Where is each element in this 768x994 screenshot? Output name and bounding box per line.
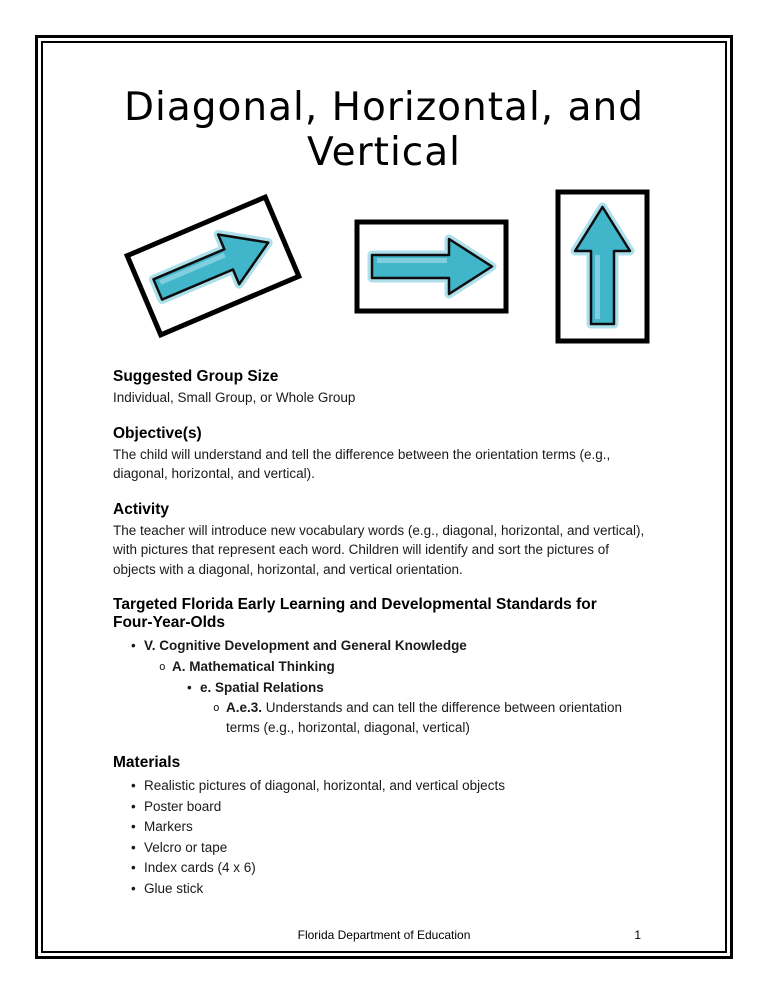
section-activity — [113, 501, 655, 580]
page-title: Diagonal, Horizontal, and Vertical — [124, 85, 644, 175]
section-standards — [113, 596, 655, 737]
diagonal-arrow-icon — [118, 184, 308, 349]
materials-item: • Markers — [113, 817, 655, 837]
materials-item: • Realistic pictures of diagonal, horizontal, and vertical objects — [113, 776, 655, 796]
section-group-size — [113, 368, 655, 408]
bullet-circle-icon: o — [159, 659, 166, 673]
section-materials — [113, 754, 655, 898]
arrow-images-row — [113, 181, 655, 351]
page-border — [35, 35, 733, 959]
standards-code: A.e.3. — [226, 700, 263, 716]
materials-item: • Poster board — [113, 797, 655, 817]
bullet-dot-icon: • — [131, 819, 136, 835]
bullet-dot-icon: • — [187, 679, 192, 695]
standards-level4 — [113, 698, 655, 737]
activity-body: The teacher will introduce new vocabulary words (e.g., diagonal, horizontal, and vertical), with pictures that represent each word. Children will identify and sort the pictures of objects with a diagonal, horizontal, and vertical orientation. — [113, 522, 645, 577]
document-content — [43, 43, 725, 899]
objectives-body: The child will understand and tell the difference between the orientation terms (e.g., diagonal, horizontal, and vertical). — [113, 446, 611, 482]
materials-item: • Velcro or tape — [113, 838, 655, 858]
standards-level1: • V. Cognitive Development and General Knowledge — [113, 636, 655, 656]
materials-item: • Glue stick — [113, 879, 655, 899]
vertical-arrow-icon — [555, 189, 650, 344]
activity-heading: Activity — [113, 500, 169, 518]
group-size-heading: Suggested Group Size — [113, 368, 279, 385]
materials-item: • Index cards (4 x 6) — [113, 858, 655, 878]
standards-level3: • e. Spatial Relations — [113, 678, 655, 698]
bullet-dot-icon: • — [131, 860, 136, 876]
bullet-dot-icon: • — [131, 881, 136, 896]
bullet-dot-icon: • — [131, 798, 136, 814]
standards-level2: o A. Mathematical Thinking — [113, 657, 655, 677]
bullet-dot-icon: • — [131, 778, 136, 794]
page-border-inner — [41, 41, 727, 953]
objectives-heading: Objective(s) — [113, 424, 202, 442]
page-number: 1 — [634, 928, 641, 942]
page-footer — [113, 928, 655, 942]
standards-heading: Targeted Florida Early Learning and Developmental Standards for Four-Year-Olds — [113, 596, 597, 632]
bullet-dot-icon: • — [131, 839, 136, 855]
footer-text: Florida Department of Education — [297, 928, 471, 942]
materials-heading: Materials — [113, 754, 181, 772]
bullet-dot-icon: • — [131, 638, 136, 654]
bullet-circle-icon: o — [213, 701, 220, 715]
standards-code-text: Understands and can tell the difference between orientation terms (e.g., horizontal, diagonal, vertical) — [226, 700, 623, 735]
section-objectives — [113, 425, 655, 484]
horizontal-arrow-icon — [354, 219, 509, 314]
group-size-body: Individual, Small Group, or Whole Group — [113, 390, 356, 405]
